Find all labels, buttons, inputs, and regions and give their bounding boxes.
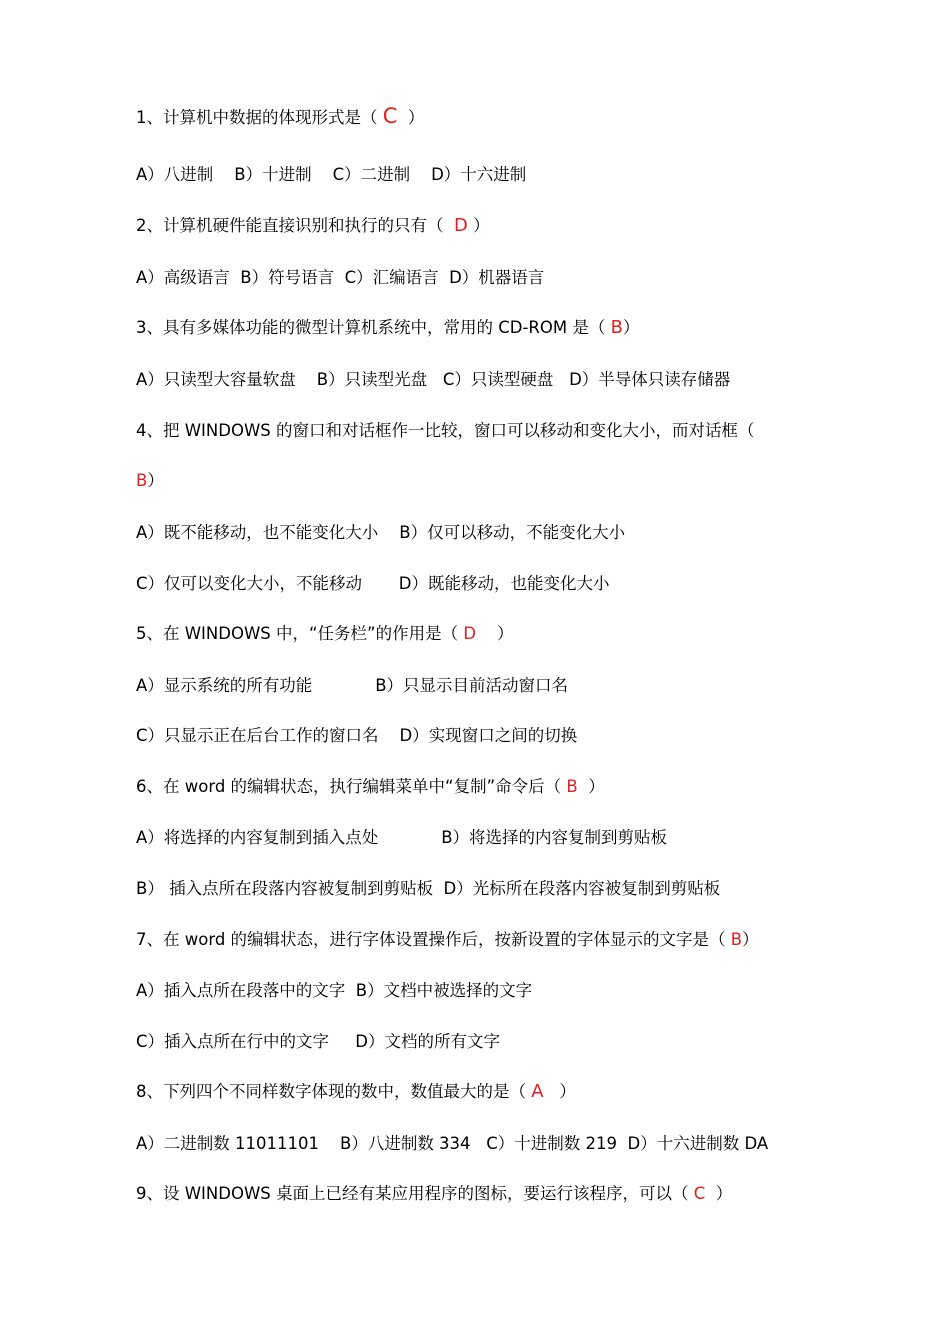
question-3 xyxy=(136,316,639,340)
question-8-options: A）二进制数 11011101 B）八进制数 334 C）十进制数 219 D）十六进制数 DA xyxy=(136,1134,769,1153)
question-7-close: ） xyxy=(742,930,759,949)
question-8-text: 8、下列四个不同样数字体现的数中，数值最大的是（ xyxy=(136,1082,532,1101)
question-3-answer: B xyxy=(610,317,623,338)
question-2-close: ） xyxy=(467,216,490,235)
question-7-options-2: C）插入点所在行中的文字 D）文档的所有文字 xyxy=(136,1032,500,1051)
question-7-options-1: A）插入点所在段落中的文字 B）文档中被选择的文字 xyxy=(136,981,533,1000)
question-3-options: A）只读型大容量软盘 B）只读型光盘 C）只读型硬盘 D）半导体只读存储器 xyxy=(136,370,731,389)
question-5-options-2: C）只显示正在后台工作的窗口名 D）实现窗口之间的切换 xyxy=(136,726,578,745)
question-6-options-2: B） 插入点所在段落内容被复制到剪贴板 D）光标所在段落内容被复制到剪贴板 xyxy=(136,879,721,898)
question-7 xyxy=(136,928,759,952)
question-4: 4、把 WINDOWS 的窗口和对话框作一比较，窗口可以移动和变化大小，而对话框（ xyxy=(136,421,755,440)
question-1-options: A）八进制 B）十进制 C）二进制 D）十六进制 xyxy=(136,165,527,184)
question-8 xyxy=(136,1080,576,1104)
question-6-answer: B xyxy=(566,777,578,796)
question-3-close: ） xyxy=(622,318,640,337)
question-6-options-1: A）将选择的内容复制到插入点处 B）将选择的内容复制到剪贴板 xyxy=(136,828,668,847)
question-1-close: ） xyxy=(397,108,425,127)
question-7-answer: B xyxy=(730,930,743,949)
question-5 xyxy=(136,622,514,646)
question-4-answer: B xyxy=(136,471,148,490)
question-2-answer: D xyxy=(454,215,468,236)
question-8-close: ） xyxy=(543,1082,576,1101)
question-4-close: ） xyxy=(147,471,164,490)
question-2-text: 2、计算机硬件能直接识别和执行的只有（ xyxy=(136,216,454,235)
question-5-text: 5、在 WINDOWS 中，“任务栏”的作用是（ xyxy=(136,624,464,643)
question-6 xyxy=(136,775,605,799)
question-4-options-2: C）仅可以变化大小，不能移动 D）既能移动，也能变化大小 xyxy=(136,574,610,593)
question-1-text: 1、计算机中数据的体现形式是（ xyxy=(136,108,383,127)
question-1 xyxy=(136,104,424,130)
question-6-text: 6、在 word 的编辑状态，执行编辑菜单中“复制”命令后（ xyxy=(136,777,567,796)
question-4-options-1: A）既不能移动，也不能变化大小 B）仅可以移动，不能变化大小 xyxy=(136,523,626,542)
question-7-text: 7、在 word 的编辑状态，进行字体设置操作后，按新设置的字体显示的文字是（ xyxy=(136,930,731,949)
question-9 xyxy=(136,1182,732,1206)
question-1-answer: C xyxy=(382,104,398,128)
question-9-text: 9、设 WINDOWS 桌面上已经有某应用程序的图标，要运行该程序，可以（ xyxy=(136,1184,694,1203)
question-4-answer-line xyxy=(136,469,164,493)
question-5-answer: D xyxy=(463,624,477,643)
question-2 xyxy=(136,214,490,238)
question-9-close: ） xyxy=(705,1184,733,1203)
question-6-close: ） xyxy=(577,777,605,796)
question-5-options-1: A）显示系统的所有功能 B）只显示目前活动窗口名 xyxy=(136,676,569,695)
question-2-options: A）高级语言 B）符号语言 C）汇编语言 D）机器语言 xyxy=(136,268,545,287)
question-9-answer: C xyxy=(693,1184,706,1203)
question-8-answer: A xyxy=(531,1081,544,1102)
question-3-text: 3、具有多媒体功能的微型计算机系统中，常用的 CD-ROM 是（ xyxy=(136,318,611,337)
question-5-close: ） xyxy=(476,624,514,643)
